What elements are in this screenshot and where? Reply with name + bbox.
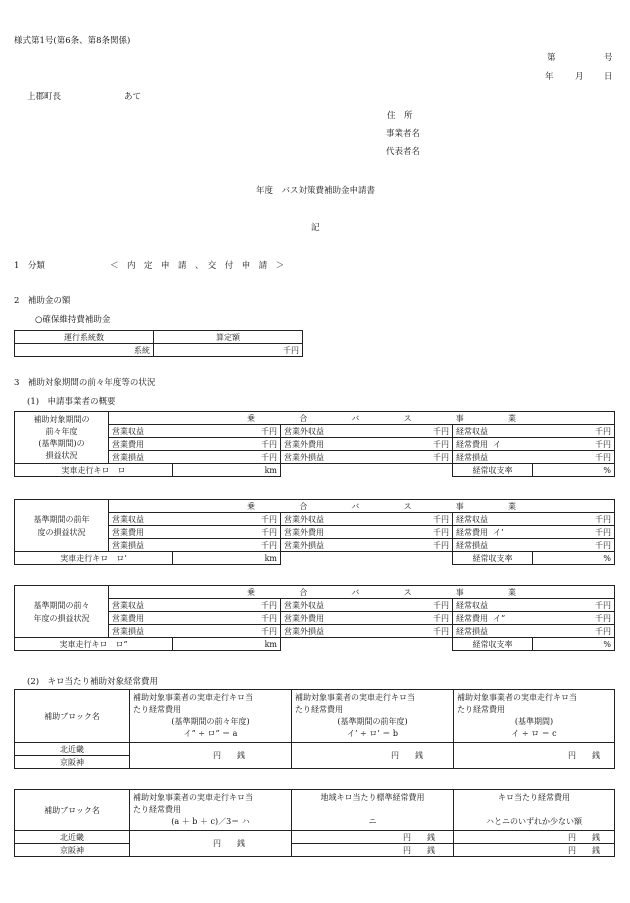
table-e-block-label: 補助ブロック名: [15, 790, 130, 831]
unit: 千円: [339, 625, 453, 638]
ki-label: 記: [311, 223, 320, 233]
table-b-side: 基準期間の前年 度の損益状況: [15, 500, 109, 552]
table-a-km-unit: km: [173, 464, 281, 477]
date-tsuki: 月: [575, 72, 584, 82]
table-d-unit-b: 円 銭: [292, 743, 454, 769]
unit: 千円: [533, 612, 615, 625]
table-e-unit-min-2: 円 銭: [454, 844, 615, 857]
table-b-km-label: 実車走行キロ ロ’: [15, 552, 173, 565]
table-b-op-cost: 営業費用: [109, 526, 173, 539]
table-b-op-rev: 営業収益: [109, 513, 173, 526]
table-e-unit-ni-1: 円 銭: [292, 831, 454, 844]
table-a-nonop-rev: 営業外収益: [281, 425, 339, 438]
unit: 千円: [339, 438, 453, 451]
cost-table-d: [14, 689, 615, 769]
sec2-value-routes: 系統: [15, 344, 154, 357]
table-e-unit-h: 円 銭: [130, 831, 292, 857]
date-hi: 日: [604, 72, 613, 82]
unit: 千円: [173, 451, 281, 464]
table-d-row-keihanshin: 京阪神: [15, 756, 130, 769]
sec2-sub: ○確保維持費補助金: [35, 315, 111, 325]
table-c-ord-cost: 経常費用 イ”: [453, 612, 533, 625]
table-a-header: 乗 合 バ ス 事 業: [109, 412, 615, 425]
table-b-ord-rev: 経常収益: [453, 513, 533, 526]
profit-table-b: [14, 499, 615, 565]
blank: [281, 552, 453, 565]
table-a-side: 補助対象期間の 前々年度 (基準期間)の 損益状況: [15, 412, 109, 464]
blank: [281, 638, 453, 651]
applicant-address: 住 所: [387, 111, 413, 121]
form-label: 様式第1号(第6条、第8条関係): [14, 36, 131, 46]
table-a-nonop-cost: 営業外費用: [281, 438, 339, 451]
table-b-nonop-cost: 営業外費用: [281, 526, 339, 539]
unit: 千円: [173, 612, 281, 625]
table-e-unit-ni-2: 円 銭: [292, 844, 454, 857]
table-e-unit-min-1: 円 銭: [454, 831, 615, 844]
table-c-km-label: 実車走行キロ ロ”: [15, 638, 173, 651]
unit: 千円: [533, 438, 615, 451]
unit: 千円: [339, 425, 453, 438]
table-c-ratio-label: 経常収支率: [453, 638, 533, 651]
table-e-row-kitakinki: 北近畿: [15, 831, 130, 844]
unit: 千円: [533, 425, 615, 438]
table-a-km-label: 実車走行キロ ロ: [15, 464, 173, 477]
table-b-header: 乗 合 バ ス 事 業: [109, 500, 615, 513]
table-d-block-label: 補助ブロック名: [15, 690, 130, 743]
table-d-unit-c: 円 銭: [454, 743, 615, 769]
sec1-label: 1 分類: [14, 261, 45, 271]
unit: 千円: [533, 599, 615, 612]
table-a-op-rev: 営業収益: [109, 425, 173, 438]
table-b-nonop-pl: 営業外損益: [281, 539, 339, 552]
table-b-ord-pl: 経常損益: [453, 539, 533, 552]
unit: 千円: [173, 425, 281, 438]
unit: 千円: [339, 513, 453, 526]
unit: 千円: [339, 539, 453, 552]
table-d-unit-a: 円 銭: [130, 743, 292, 769]
table-c-ratio-unit: %: [533, 638, 615, 651]
table-c-nonop-cost: 営業外費用: [281, 612, 339, 625]
table-e-row-keihanshin: 京阪神: [15, 844, 130, 857]
table-b-ratio-label: 経常収支率: [453, 552, 533, 565]
table-c-km-unit: km: [173, 638, 281, 651]
table-a-ratio-label: 経常収支率: [453, 464, 533, 477]
table-a-nonop-pl: 営業外損益: [281, 451, 339, 464]
sec2-header-amount: 算定額: [154, 331, 303, 344]
table-c-nonop-pl: 営業外損益: [281, 625, 339, 638]
addressee-ate: あて: [124, 92, 142, 102]
unit: 千円: [533, 526, 615, 539]
unit: 千円: [173, 599, 281, 612]
unit: 千円: [339, 612, 453, 625]
sec3-sub2: (2) キロ当たり補助対象経常費用: [27, 677, 159, 687]
unit: 千円: [173, 513, 281, 526]
sec1-options: ＜ 内 定 申 請 、 交 付 申 請 ＞: [110, 261, 285, 271]
table-a-ord-rev: 経常収益: [453, 425, 533, 438]
table-b-ord-cost: 経常費用 イ’: [453, 526, 533, 539]
table-d-col1: 補助対象事業者の実車走行キロ当 たり経常費用 (基準期間の前々年度) イ” ÷ ロ” ＝ a: [130, 690, 292, 743]
blank: [281, 464, 453, 477]
table-c-header: 乗 合 バ ス 事 業: [109, 586, 615, 599]
table-c-op-rev: 営業収益: [109, 599, 173, 612]
document-title: 年度 バス対策費補助金申請書: [256, 186, 376, 196]
profit-table-a: [14, 411, 615, 477]
unit: 千円: [533, 451, 615, 464]
table-e-col1: 補助対象事業者の実車走行キロ当 たり経常費用 (a ＋ b ＋ c)／3＝ ハ: [130, 790, 292, 831]
table-a-op-pl: 営業損益: [109, 451, 173, 464]
table-c-ord-rev: 経常収益: [453, 599, 533, 612]
date-nen: 年: [545, 72, 554, 82]
table-a-ord-pl: 経常損益: [453, 451, 533, 464]
sec2-value-amount: 千円: [154, 344, 303, 357]
sec2-label: 2 補助金の額: [14, 296, 71, 306]
unit: 千円: [533, 625, 615, 638]
cost-table-e: [14, 789, 615, 857]
table-a-ord-cost: 経常費用 イ: [453, 438, 533, 451]
unit: 千円: [173, 526, 281, 539]
sec2-header-routes: 運行系統数: [15, 331, 154, 344]
profit-table-c: [14, 585, 615, 651]
sec2-table: [14, 330, 303, 357]
table-a-ratio-unit: %: [533, 464, 615, 477]
table-d-col3: 補助対象事業者の実車走行キロ当 たり経常費用 (基準期間) イ ÷ ロ ＝ c: [454, 690, 615, 743]
unit: 千円: [339, 526, 453, 539]
table-d-row-kitakinki: 北近畿: [15, 743, 130, 756]
unit: 千円: [533, 513, 615, 526]
doc-no-dai: 第: [547, 53, 556, 63]
table-d-col2: 補助対象事業者の実車走行キロ当 たり経常費用 (基準期間の前年度) イ’ ÷ ロ’ ＝ b: [292, 690, 454, 743]
unit: 千円: [339, 599, 453, 612]
table-e-col3: キロ当たり経常費用 ハとニのいずれか少ない額: [454, 790, 615, 831]
table-c-ord-pl: 経常損益: [453, 625, 533, 638]
applicant-representative: 代表者名: [386, 147, 421, 157]
table-c-side: 基準期間の前々 年度の損益状況: [15, 586, 109, 638]
table-b-op-pl: 営業損益: [109, 539, 173, 552]
table-c-op-cost: 営業費用: [109, 612, 173, 625]
sec3-label: 3 補助対象期間の前々年度等の状況: [14, 378, 156, 388]
addressee-name: 上郡町長: [27, 92, 62, 102]
unit: 千円: [173, 625, 281, 638]
table-a-op-cost: 営業費用: [109, 438, 173, 451]
unit: 千円: [339, 451, 453, 464]
table-e-col2: 地域キロ当たり標準経常費用 ニ: [292, 790, 454, 831]
unit: 千円: [173, 539, 281, 552]
table-b-nonop-rev: 営業外収益: [281, 513, 339, 526]
table-b-km-unit: km: [173, 552, 281, 565]
unit: 千円: [173, 438, 281, 451]
sec3-sub1: (1) 申請事業者の概要: [27, 397, 116, 407]
table-c-nonop-rev: 営業外収益: [281, 599, 339, 612]
unit: 千円: [533, 539, 615, 552]
doc-no-go: 号: [604, 53, 613, 63]
applicant-business: 事業者名: [386, 129, 421, 139]
table-b-ratio-unit: %: [533, 552, 615, 565]
table-c-op-pl: 営業損益: [109, 625, 173, 638]
